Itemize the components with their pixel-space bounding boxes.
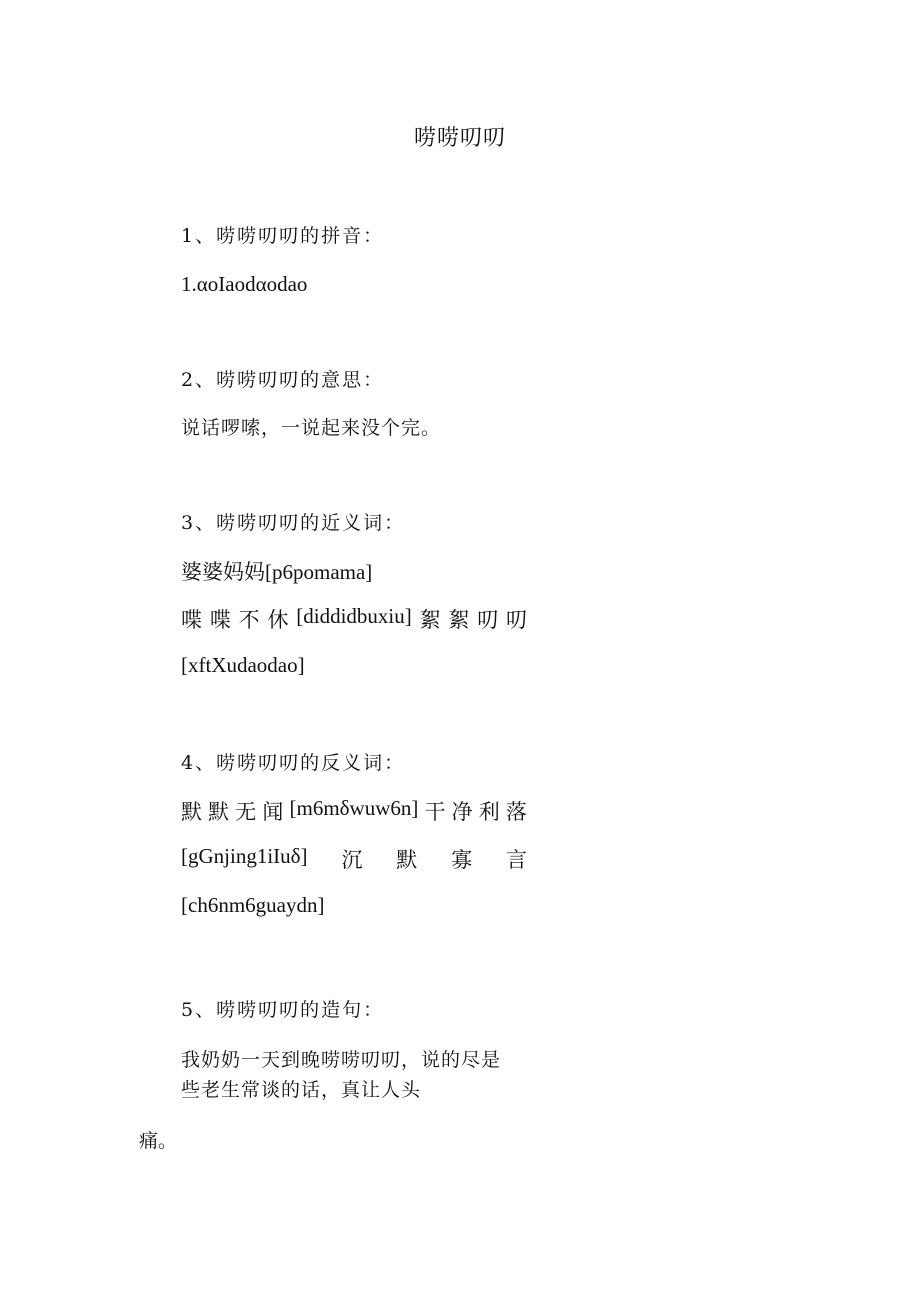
synonym-pinyin: [diddidbuxiu] bbox=[296, 604, 412, 628]
antonym-line-2 bbox=[181, 844, 527, 874]
section-4-heading: 4、唠唠叨叨的反义词： bbox=[181, 752, 406, 774]
section-2-heading: 2、唠唠叨叨的意思： bbox=[181, 369, 385, 391]
synonym-line-2 bbox=[181, 604, 527, 634]
antonym-word: 言 bbox=[505, 848, 527, 872]
synonym-word: 絮 bbox=[419, 608, 441, 632]
antonym-word: 干 bbox=[424, 800, 446, 824]
antonym-word: 寡 bbox=[451, 848, 473, 872]
synonym-word: 不 bbox=[238, 608, 260, 632]
antonym-word: 无 bbox=[235, 800, 257, 824]
section-2-meaning: 说话啰嗦，一说起来没个完。 bbox=[181, 417, 442, 439]
antonym-line-3: [ch6nm6guaydn] bbox=[181, 893, 325, 917]
antonym-word: 沉 bbox=[341, 848, 363, 872]
synonym-word: 休 bbox=[267, 608, 289, 632]
antonym-word: 落 bbox=[505, 800, 527, 824]
section-5-heading: 5、唠唠叨叨的造句： bbox=[181, 999, 385, 1021]
section-3-heading: 3、唠唠叨叨的近义词： bbox=[181, 512, 406, 534]
synonym-word: 喋 bbox=[209, 608, 231, 632]
antonym-word: 默 bbox=[181, 800, 202, 824]
antonym-pinyin: [gGnjing1iIuδ] bbox=[181, 844, 308, 868]
synonym-word: 叨 bbox=[477, 608, 499, 632]
synonym-word: 絮 bbox=[448, 608, 470, 632]
synonym-line-1: 婆婆妈妈[p6pomama] bbox=[181, 560, 373, 584]
example-sentence-line-2: 些老生常谈的话，真让人头 bbox=[181, 1079, 422, 1101]
synonym-line-3: [xftXudaodao] bbox=[181, 653, 305, 677]
example-sentence-line-1: 我奶奶一天到晚唠唠叨叨，说的尽是 bbox=[181, 1049, 502, 1071]
section-1-heading: 1、唠唠叨叨的拼音： bbox=[181, 225, 385, 247]
antonym-word: 闻 bbox=[262, 800, 284, 824]
antonym-word: 默 bbox=[396, 848, 418, 872]
antonym-pinyin: [m6mδwuw6n] bbox=[289, 796, 419, 820]
section-1-pinyin: 1.αoIaodαodao bbox=[181, 272, 308, 296]
antonym-word: 默 bbox=[208, 800, 230, 824]
synonym-word: 叨 bbox=[506, 608, 527, 632]
antonym-word: 净 bbox=[451, 800, 473, 824]
synonym-word: 喋 bbox=[181, 608, 202, 632]
document-title: 唠唠叨叨 bbox=[413, 126, 506, 151]
antonym-line-1 bbox=[181, 796, 527, 826]
antonym-word: 利 bbox=[478, 800, 500, 824]
example-sentence-line-3: 痛。 bbox=[139, 1130, 178, 1152]
